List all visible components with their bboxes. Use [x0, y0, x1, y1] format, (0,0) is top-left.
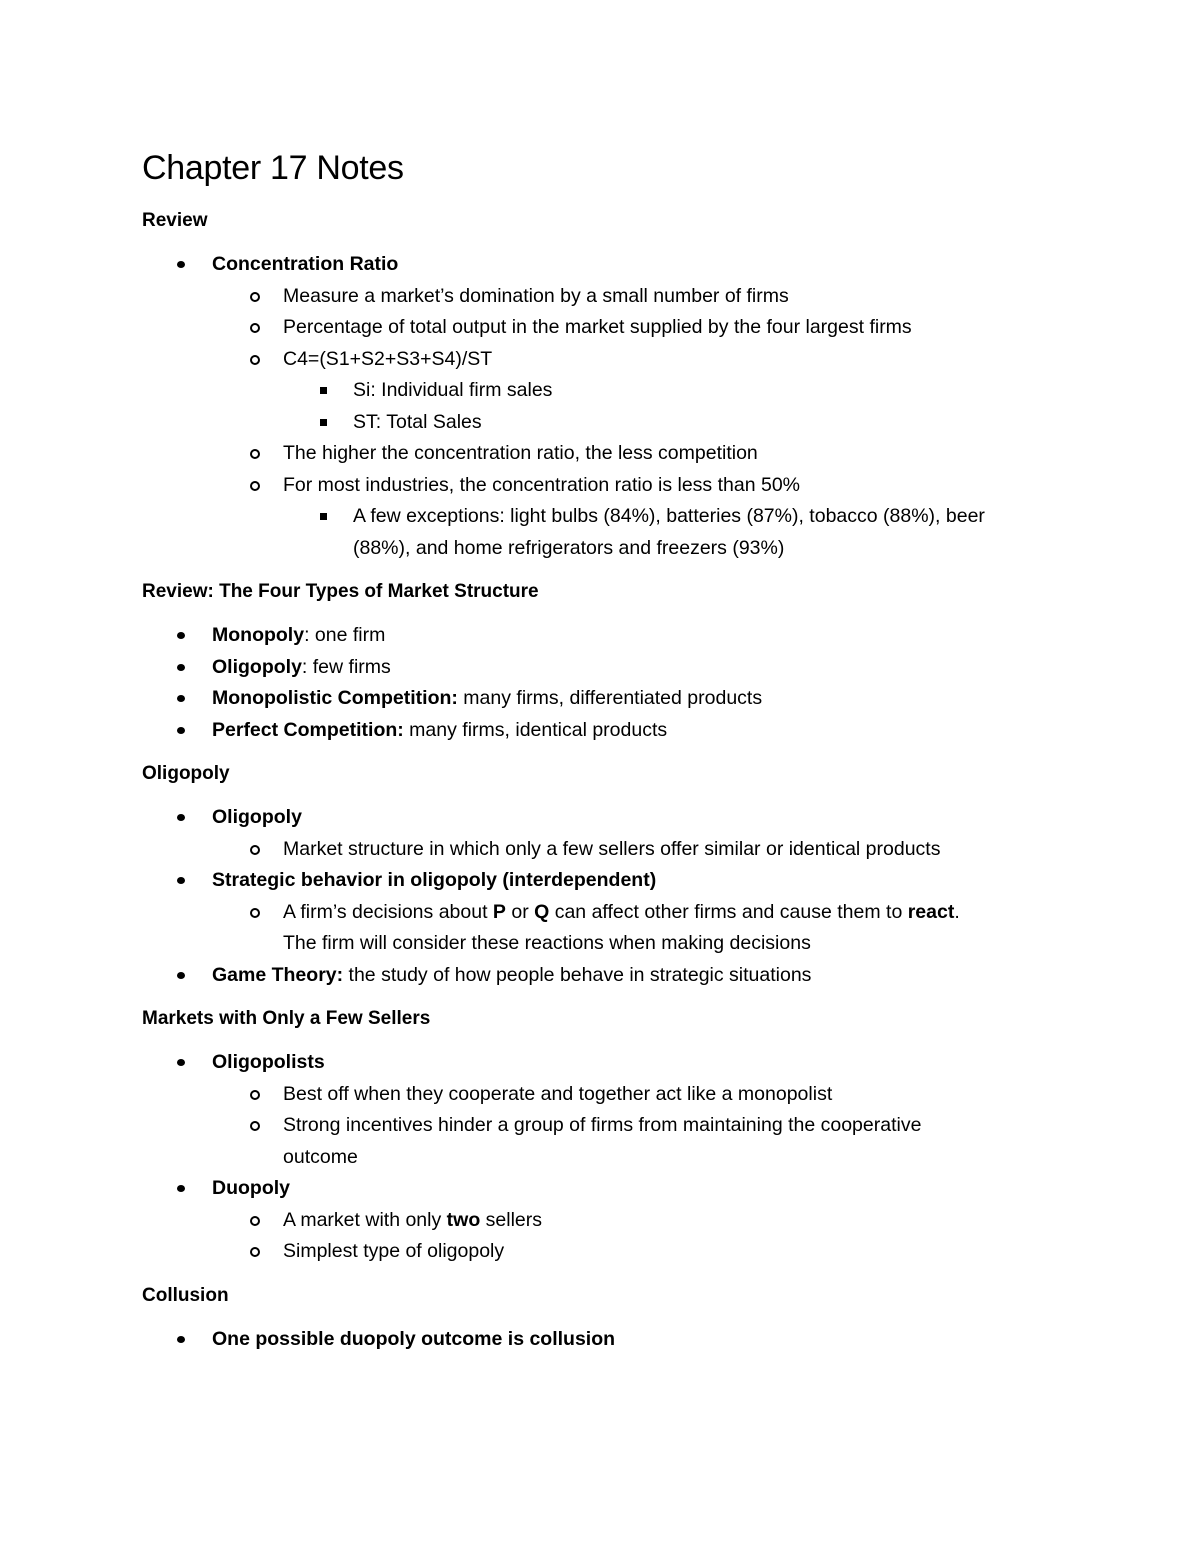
bullet-disc-icon: [177, 261, 185, 268]
item-term: Perfect Competition:: [212, 718, 404, 741]
item-term: Oligopoly: [212, 806, 302, 828]
item-term: Oligopoly: [212, 655, 302, 678]
item-text-line-1: A few exceptions: light bulbs (84%), batteries (87%), tobacco (88%), beer: [353, 505, 985, 527]
bullet-circle-icon: [250, 355, 260, 365]
bullet-circle-icon: [250, 1247, 260, 1257]
bullet-disc-icon: [177, 877, 185, 884]
item-text: Simplest type of oligopoly: [283, 1240, 505, 1262]
list-item: [142, 1079, 1062, 1111]
bullet-disc-icon: [177, 1336, 185, 1343]
text-run: .: [954, 900, 960, 923]
item-text: The higher the concentration ratio, the less competition: [283, 442, 758, 464]
list-item: [142, 344, 1062, 376]
item-definition: : one firm: [304, 624, 386, 646]
list-item: [142, 1205, 1062, 1237]
item-text: For most industries, the concentration ratio is less than 50%: [283, 473, 800, 496]
item-definition: : few firms: [301, 655, 391, 678]
list-item: [142, 375, 1062, 407]
list-item: [142, 1324, 1062, 1356]
text-run: or: [505, 900, 535, 923]
item-text: [283, 1209, 542, 1231]
item-definition: many firms, identical products: [403, 718, 668, 741]
list-item: [142, 1236, 1062, 1268]
few-sellers-list: [142, 1047, 1062, 1268]
item-text-line-1: [283, 897, 1062, 929]
list-item: [142, 620, 1062, 652]
document-content: [142, 146, 1062, 1355]
item-definition: many firms, differentiated products: [457, 687, 763, 709]
bullet-circle-icon: [250, 481, 260, 491]
list-item: [142, 834, 1062, 866]
market-structure-list: [142, 620, 1062, 746]
list-item: [142, 683, 1062, 715]
text-run-bold: Q: [534, 900, 550, 923]
item-term: Strategic behavior in oligopoly (interdependent): [212, 869, 657, 891]
bullet-circle-icon: [250, 1216, 260, 1226]
list-item: [142, 652, 1062, 684]
list-item: [142, 1173, 1062, 1205]
item-term: Concentration Ratio: [212, 253, 399, 275]
text-run: A firm’s decisions about: [283, 900, 493, 923]
item-definition: the study of how people behave in strategic situations: [343, 963, 812, 986]
text-run-bold: react: [907, 900, 955, 923]
item-text: Best off when they cooperate and together act like a monopolist: [283, 1082, 833, 1105]
item-term: Duopoly: [212, 1177, 290, 1199]
section-heading-review: Review: [142, 210, 208, 231]
text-run: A market with only: [283, 1208, 447, 1231]
item-term: One possible duopoly outcome is collusion: [212, 1327, 616, 1350]
list-item: [142, 407, 1062, 439]
section-heading-collusion: Collusion: [142, 1284, 229, 1306]
list-item: [142, 281, 1062, 313]
item-term: Oligopolists: [212, 1051, 325, 1073]
item-text: Measure a market’s domination by a small number of firms: [283, 284, 789, 307]
item-text: Si: Individual firm sales: [353, 379, 553, 401]
list-item: [142, 897, 1062, 960]
list-item: [142, 1110, 1062, 1173]
bullet-circle-icon: [250, 1121, 260, 1131]
item-text-line-2: The firm will consider these reactions when making decisions: [283, 932, 811, 954]
bullet-square-icon: [320, 387, 327, 394]
page-title: Chapter 17 Notes: [142, 149, 404, 187]
item-text: C4=(S1+S2+S3+S4)/ST: [283, 347, 493, 370]
bullet-disc-icon: [177, 664, 185, 671]
bullet-circle-icon: [250, 292, 260, 302]
item-text-line-2: outcome: [283, 1145, 358, 1168]
bullet-disc-icon: [177, 1059, 185, 1066]
list-item: [142, 312, 1062, 344]
bullet-circle-icon: [250, 908, 260, 918]
list-item: [142, 715, 1062, 747]
text-run-bold: P: [492, 900, 506, 923]
item-text-line-1: Strong incentives hinder a group of firms from maintaining the cooperative: [283, 1114, 922, 1136]
section-heading-few-sellers: Markets with Only a Few Sellers: [142, 1008, 431, 1029]
bullet-square-icon: [320, 513, 327, 520]
list-item: [142, 960, 1062, 992]
bullet-disc-icon: [177, 727, 185, 734]
item-term: Game Theory:: [212, 963, 344, 986]
bullet-circle-icon: [250, 323, 260, 333]
text-run-bold: two: [446, 1208, 481, 1231]
item-text: Percentage of total output in the market supplied by the four largest firms: [283, 316, 912, 338]
item-text: Market structure in which only a few sellers offer similar or identical products: [283, 837, 941, 860]
item-term: Monopolistic Competition:: [212, 687, 458, 709]
bullet-square-icon: [320, 419, 327, 426]
list-item: [142, 470, 1062, 502]
list-item: [142, 249, 1062, 281]
bullet-disc-icon: [177, 695, 185, 702]
item-term: Monopoly: [212, 624, 305, 646]
bullet-disc-icon: [177, 632, 185, 639]
item-text-line-2: (88%), and home refrigerators and freezers (93%): [353, 536, 785, 559]
item-text: ST: Total Sales: [353, 410, 482, 433]
list-item: [142, 1047, 1062, 1079]
bullet-disc-icon: [177, 814, 185, 821]
collusion-list: [142, 1324, 1062, 1356]
bullet-circle-icon: [250, 1090, 260, 1100]
bullet-circle-icon: [250, 845, 260, 855]
text-run: sellers: [480, 1208, 543, 1231]
list-item: [142, 802, 1062, 834]
list-item: [142, 438, 1062, 470]
list-item: [142, 865, 1062, 897]
text-run: can affect other firms and cause them to: [549, 900, 908, 923]
list-item: [142, 501, 1062, 564]
section-heading-market-structure: Review: The Four Types of Market Structure: [142, 581, 539, 602]
bullet-circle-icon: [250, 449, 260, 459]
review-list: [142, 249, 1062, 564]
oligopoly-list: [142, 802, 1062, 991]
section-heading-oligopoly: Oligopoly: [142, 763, 230, 784]
bullet-disc-icon: [177, 972, 185, 979]
bullet-disc-icon: [177, 1185, 185, 1192]
